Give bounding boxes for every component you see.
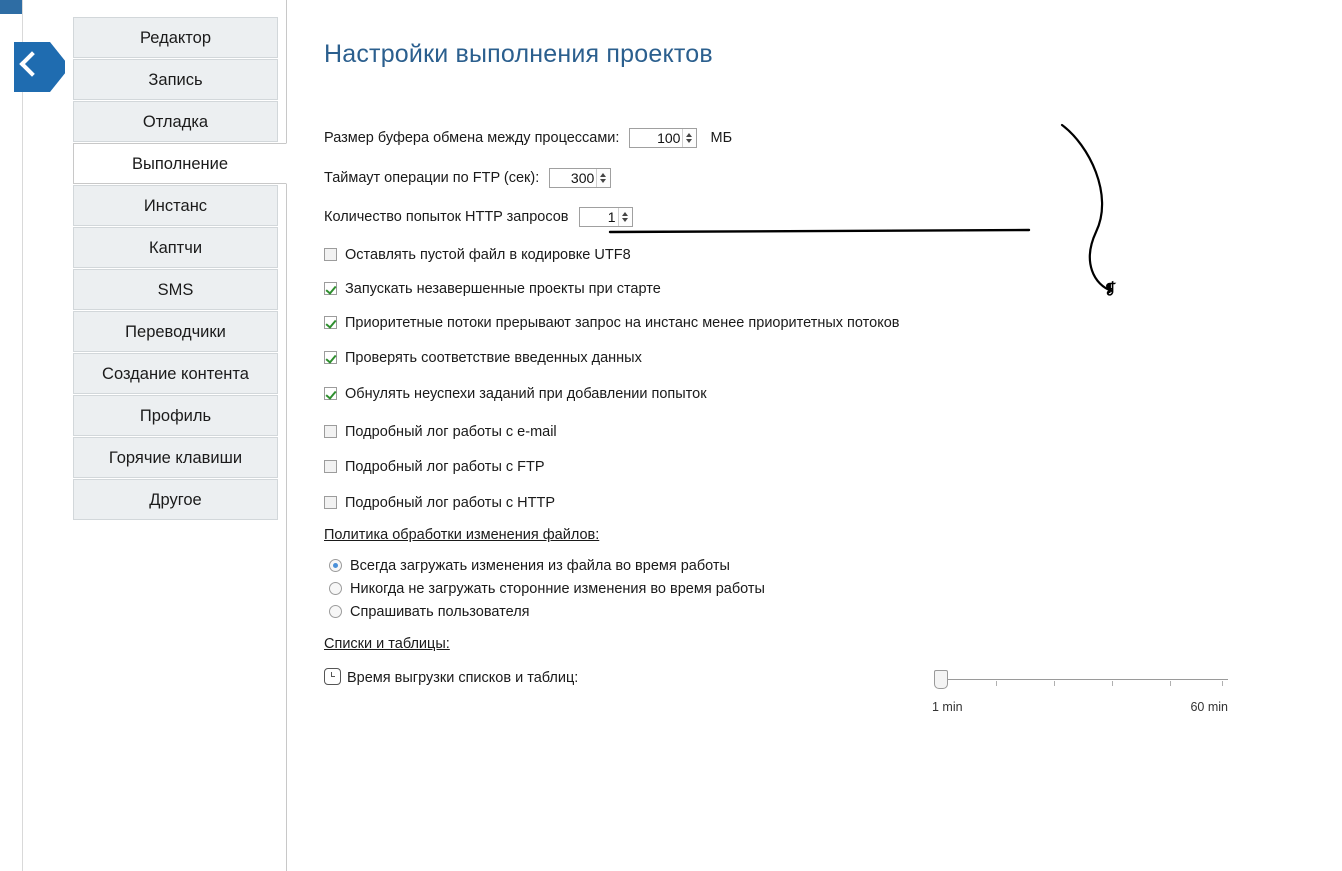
checkbox-log-http-label: Подробный лог работы с HTTP: [345, 495, 556, 511]
checkbox-log-email-label: Подробный лог работы с e-mail: [345, 424, 557, 440]
checkbox-row-log-email[interactable]: [324, 424, 557, 444]
checkbox-utf8-label: Оставлять пустой файл в кодировке UTF8: [345, 247, 631, 263]
radio-never-load-label: Никогда не загружать сторонние изменения во время работы: [350, 581, 765, 597]
checkbox-row-autostart[interactable]: [324, 281, 661, 301]
slider-max-label: 60 min: [1190, 700, 1228, 714]
tab-execution[interactable]: Выполнение: [73, 143, 287, 184]
buffer-size-stepper[interactable]: [629, 128, 697, 148]
radio-never-load[interactable]: [329, 582, 342, 595]
radio-row-ask-user[interactable]: [329, 604, 530, 624]
radio-ask-user-label: Спрашивать пользователя: [350, 604, 530, 620]
http-retries-label: Количество попыток HTTP запросов: [324, 209, 569, 225]
checkbox-row-log-ftp[interactable]: [324, 459, 545, 479]
checkbox-validate-data-label: Проверять соответствие введенных данных: [345, 350, 642, 366]
http-retries-spin-arrows[interactable]: [618, 208, 632, 226]
collapse-panel-handle[interactable]: [14, 42, 64, 92]
ftp-timeout-row: [324, 168, 614, 190]
checkbox-row-priority-threads[interactable]: [324, 315, 899, 335]
text-cursor-glyph: ❡: [1104, 281, 1117, 298]
checkbox-row-validate-data[interactable]: [324, 350, 642, 370]
tab-hotkeys[interactable]: Горячие клавиши: [73, 437, 278, 478]
radio-always-load[interactable]: [329, 559, 342, 572]
buffer-size-spin-arrows[interactable]: [682, 129, 696, 147]
checkbox-autostart[interactable]: [324, 282, 337, 295]
execution-settings-pane: [287, 0, 1228, 871]
checkbox-log-ftp-label: Подробный лог работы с FTP: [345, 459, 545, 475]
buffer-size-row: [324, 128, 732, 150]
tab-content-creation[interactable]: Создание контента: [73, 353, 278, 394]
checkbox-priority-threads[interactable]: [324, 316, 337, 329]
checkbox-log-email[interactable]: [324, 425, 337, 438]
file-policy-header: Политика обработки изменения файлов:: [324, 527, 600, 543]
slider-tick: [996, 681, 997, 686]
buffer-size-value: 100: [657, 130, 681, 146]
radio-row-always-load[interactable]: [329, 558, 730, 578]
slider-tick: [1112, 681, 1113, 686]
ftp-timeout-spin-arrows[interactable]: [596, 169, 610, 187]
slider-tick: [1222, 681, 1223, 686]
tab-sms[interactable]: SMS: [73, 269, 278, 310]
tab-record[interactable]: Запись: [73, 59, 278, 100]
tab-debug[interactable]: Отладка: [73, 101, 278, 142]
radio-ask-user[interactable]: [329, 605, 342, 618]
checkbox-row-reset-fails[interactable]: [324, 386, 707, 406]
tab-profile[interactable]: Профиль: [73, 395, 278, 436]
ftp-timeout-label: Таймаут операции по FTP (сек):: [324, 170, 540, 186]
checkbox-row-log-http[interactable]: [324, 495, 555, 515]
http-retries-stepper[interactable]: [579, 207, 633, 227]
ftp-timeout-stepper[interactable]: [549, 168, 611, 188]
http-retries-row: [324, 207, 636, 229]
left-strip-accent: [0, 0, 22, 14]
checkbox-reset-fails[interactable]: [324, 387, 337, 400]
slider-thumb[interactable]: [934, 670, 948, 689]
slider-track[interactable]: [938, 679, 1228, 680]
tab-instance[interactable]: Инстанс: [73, 185, 278, 226]
radio-always-load-label: Всегда загружать изменения из файла во время работы: [350, 558, 730, 574]
left-edge-strip: [0, 0, 23, 871]
slider-tick: [1170, 681, 1171, 686]
checkbox-autostart-label: Запускать незавершенные проекты при старте: [345, 281, 661, 297]
buffer-size-label: Размер буфера обмена между процессами:: [324, 130, 620, 146]
checkbox-log-ftp[interactable]: [324, 460, 337, 473]
unload-time-slider[interactable]: [932, 670, 1228, 714]
slider-tick: [1054, 681, 1055, 686]
tab-translators[interactable]: Переводчики: [73, 311, 278, 352]
http-retries-value: 1: [607, 209, 616, 225]
lists-tables-header: Списки и таблицы:: [324, 636, 450, 652]
clock-icon: [324, 668, 341, 685]
settings-tab-list: [65, 0, 287, 871]
checkbox-row-utf8[interactable]: [324, 247, 631, 267]
tab-captcha[interactable]: Каптчи: [73, 227, 278, 268]
unload-time-row: [324, 668, 578, 686]
checkbox-validate-data[interactable]: [324, 351, 337, 364]
tab-editor[interactable]: Редактор: [73, 17, 278, 58]
ftp-timeout-value: 300: [570, 170, 595, 186]
radio-row-never-load[interactable]: [329, 581, 765, 601]
page-title: Настройки выполнения проектов: [324, 40, 713, 68]
checkbox-log-http[interactable]: [324, 496, 337, 509]
tab-other[interactable]: Другое: [73, 479, 278, 520]
buffer-size-unit: МБ: [710, 130, 733, 146]
unload-time-label: Время выгрузки списков и таблиц:: [347, 670, 579, 686]
checkbox-utf8[interactable]: [324, 248, 337, 261]
checkbox-priority-threads-label: Приоритетные потоки прерывают запрос на инстанс менее приоритетных потоков: [345, 315, 900, 331]
slider-min-label: 1 min: [932, 700, 963, 714]
checkbox-reset-fails-label: Обнулять неуспехи заданий при добавлении попыток: [345, 386, 707, 402]
